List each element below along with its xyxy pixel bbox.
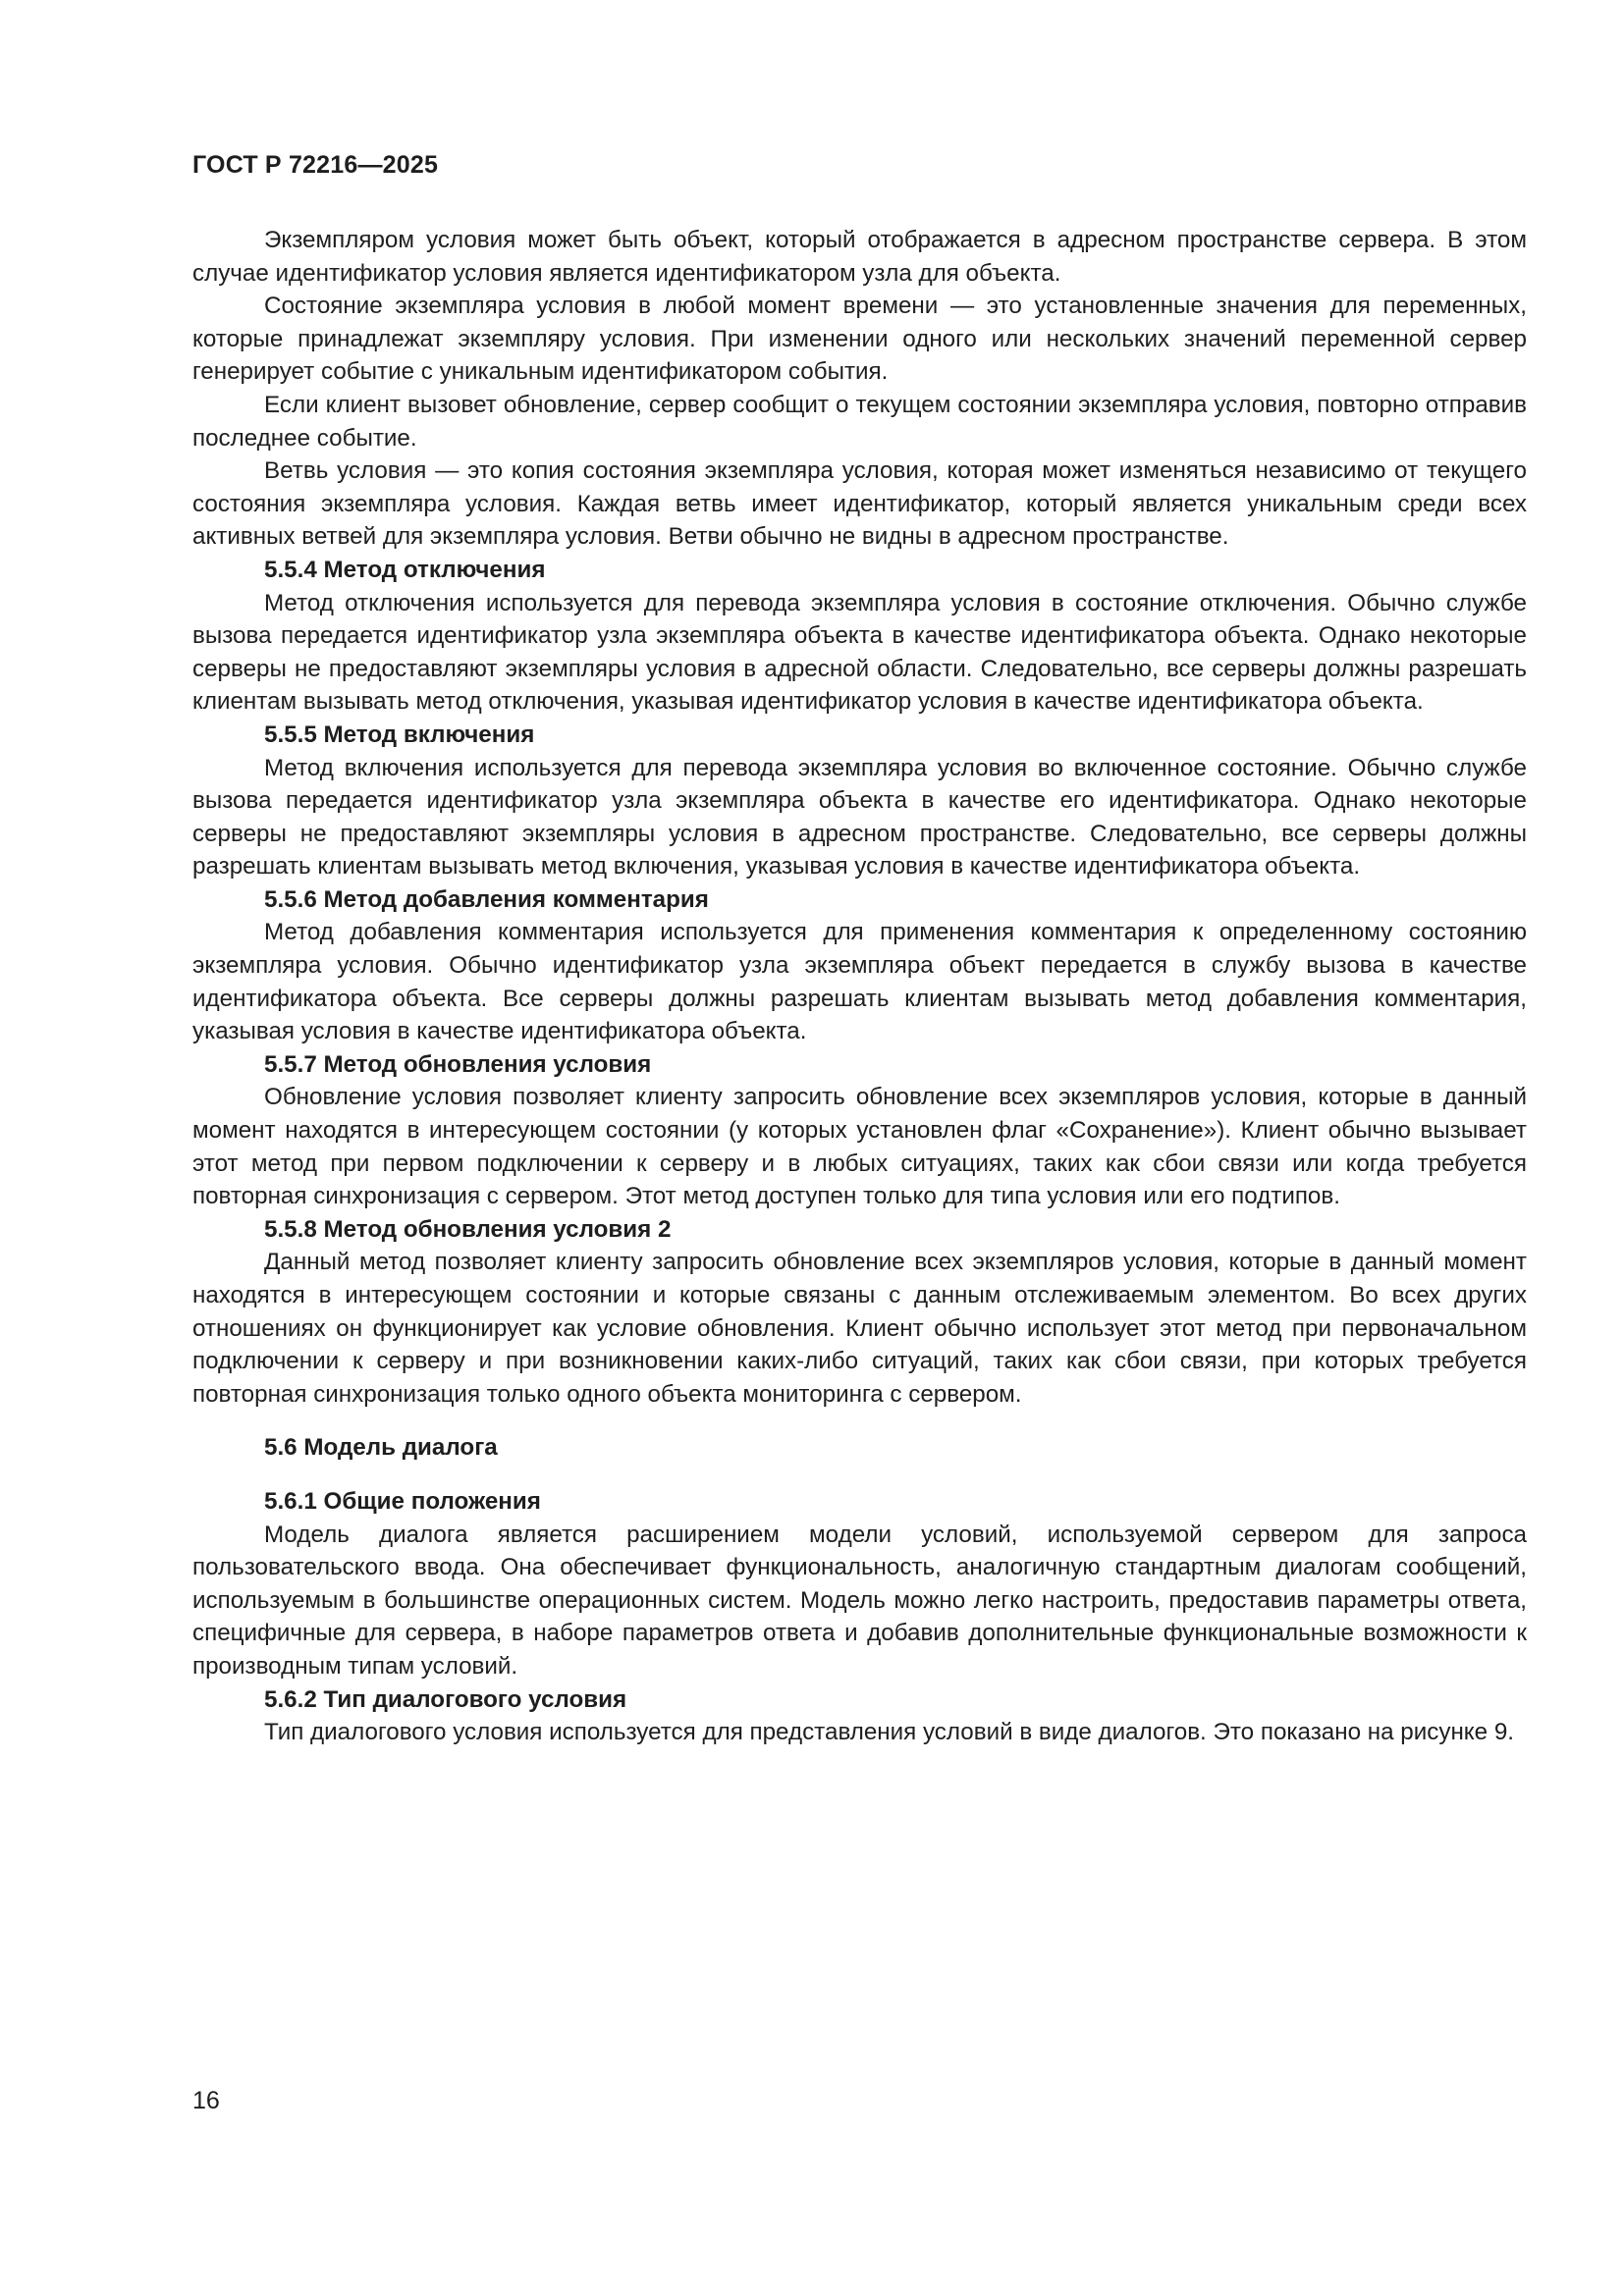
section-heading-5-6-1: 5.6.1 Общие положения bbox=[264, 1487, 541, 1515]
section-heading-5-5-5: 5.5.5 Метод включения bbox=[264, 721, 535, 748]
paragraph: Тип диалогового условия используется для представления условий в виде диалогов. Это показано на рисунке 9. bbox=[264, 1719, 1515, 1746]
document-standard-header: ГОСТ Р 72216—2025 bbox=[192, 151, 439, 179]
paragraph: Если клиент вызовет обновление, сервер сообщит о текущем состоянии экземпляра условия, повторно отправив последнее событие. bbox=[192, 391, 1527, 452]
section-heading-5-5-7: 5.5.7 Метод обновления условия bbox=[264, 1050, 652, 1078]
section-heading-5-5-6: 5.5.6 Метод добавления комментария bbox=[264, 885, 709, 913]
paragraph: Метод добавления комментария используется для применения комментария к определенному состоянию экземпляра условия. Обычно идентификатор узла экземпляра объект передается в службу вызова в качестве идентификатора объекта. Все серверы должны разрешать клиентам вызывать метод добавления комментария, указывая условия в качестве идентификатора объекта. bbox=[192, 919, 1527, 1045]
paragraph: Метод отключения используется для перевода экземпляра условия в состояние отключения. Обычно службе вызова передается идентификатор узла экземпляра объекта в качестве идентификатора объекта. Однако некоторые серверы не предоставляют экземпляры условия в адресной области. Следовательно, все серверы должны разрешать клиентам вызывать метод отключения, указывая идентификатор условия в качестве идентификатора объекта. bbox=[192, 589, 1527, 716]
document-body bbox=[192, 224, 1527, 1749]
paragraph: Данный метод позволяет клиенту запросить обновление всех экземпляров условия, которые в данный момент находятся в интересующем состоянии и которые связаны с данным отслеживаемым элементом. Во всех других отношениях он функционирует как условие обновления. Клиент обычно использует этот метод при первоначальном подключении к серверу и при возникновении каких-либо ситуаций, таких как сбои связи, при которых требуется повторная синхронизация только одного объекта мониторинга с сервером. bbox=[192, 1249, 1527, 1408]
section-heading-5-5-8: 5.5.8 Метод обновления условия 2 bbox=[264, 1215, 672, 1243]
section-heading-5-6-2: 5.6.2 Тип диалогового условия bbox=[264, 1685, 627, 1713]
paragraph: Ветвь условия — это копия состояния экземпляра условия, которая может изменяться независимо от текущего состояния экземпляра условия. Каждая ветвь имеет идентификатор, который является уникальным среди всех активных ветвей для экземпляра условия. Ветви обычно не видны в адресном пространстве. bbox=[192, 457, 1527, 551]
paragraph: Обновление условия позволяет клиенту запросить обновление всех экземпляров условия, которые в данный момент находятся в интересующем состоянии (у которых установлен флаг «Сохранение»). Клиент обычно вызывает этот метод при первом подключении к серверу и в любых ситуациях, таких как сбои связи или когда требуется повторная синхронизация с сервером. Этот метод доступен только для типа условия или его подтипов. bbox=[192, 1084, 1527, 1210]
page-number: 16 bbox=[192, 2087, 220, 2114]
paragraph: Состояние экземпляра условия в любой момент времени — это установленные значения для переменных, которые принадлежат экземпляру условия. При изменении одного или нескольких значений переменной сервер генерирует событие с уникальным идентификатором события. bbox=[192, 293, 1527, 386]
paragraph: Метод включения используется для перевода экземпляра условия во включенное состояние. Обычно службе вызова передается идентификатор узла экземпляра объекта в качестве его идентификатора. Однако некоторые серверы не предоставляют экземпляры условия в адресном пространстве. Следовательно, все серверы должны разрешать клиентам вызывать метод включения, указывая условия в качестве идентификатора объекта. bbox=[192, 754, 1527, 881]
paragraph: Экземпляром условия может быть объект, который отображается в адресном пространстве сервера. В этом случае идентификатор условия является идентификатором узла для объекта. bbox=[192, 227, 1527, 287]
section-heading-5-5-4: 5.5.4 Метод отключения bbox=[264, 556, 546, 583]
paragraph: Модель диалога является расширением модели условий, используемой сервером для запроса пользовательского ввода. Она обеспечивает функциональность, аналогичную стандартным диалогам сообщений, используемым в большинстве операционных систем. Модель можно легко настроить, предоставив параметры ответа, специфичные для сервера, в наборе параметров ответа и добавив дополнительные функциональные возможности к производным типам условий. bbox=[192, 1521, 1527, 1680]
section-heading-5-6: 5.6 Модель диалога bbox=[264, 1434, 498, 1462]
